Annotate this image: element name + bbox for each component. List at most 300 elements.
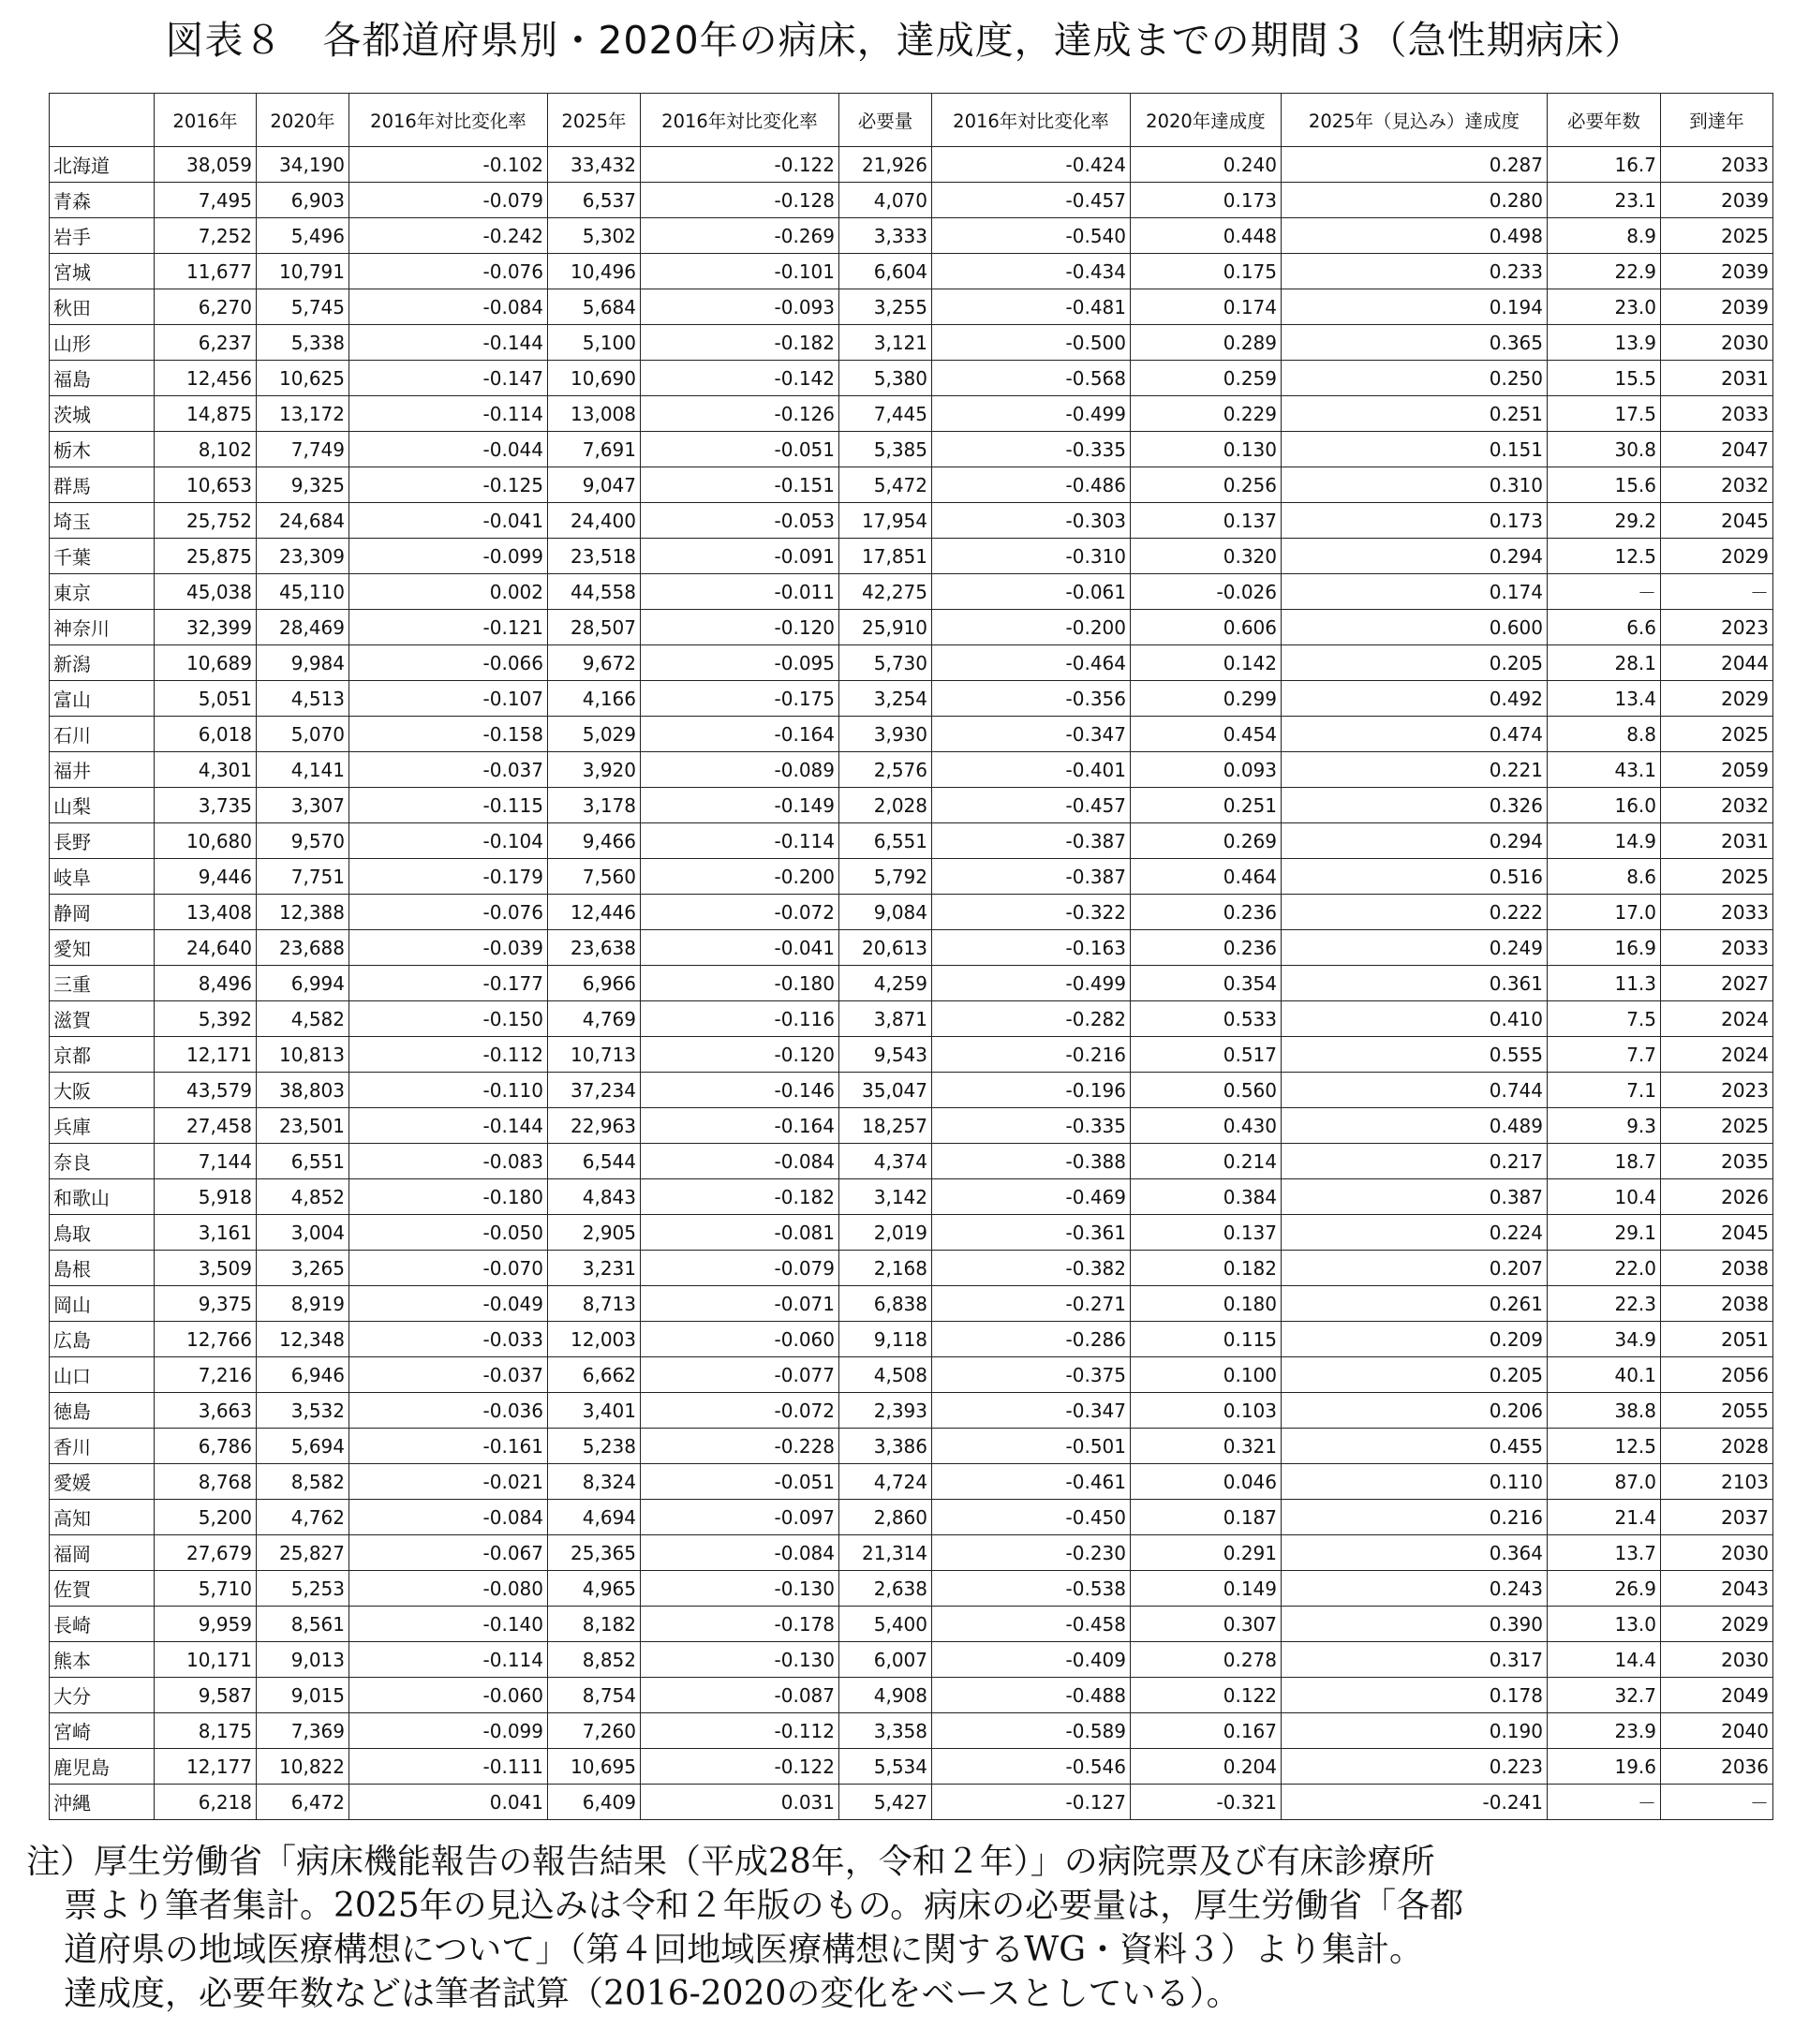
value-cell: 25,910 <box>839 610 932 645</box>
prefecture-cell: 福岡 <box>50 1535 155 1571</box>
value-cell: 23.0 <box>1548 289 1661 325</box>
value-cell: 2,905 <box>548 1215 641 1251</box>
value-cell: 2025 <box>1661 859 1773 895</box>
table-row <box>50 1322 1773 1357</box>
table-row <box>50 610 1773 645</box>
value-cell: -0.130 <box>641 1642 839 1678</box>
value-cell: 87.0 <box>1548 1464 1661 1500</box>
value-cell: -0.271 <box>932 1286 1131 1322</box>
value-cell: 0.384 <box>1131 1179 1282 1215</box>
value-cell: 7.7 <box>1548 1037 1661 1073</box>
value-cell: 5,392 <box>155 1001 257 1037</box>
value-cell: 3,871 <box>839 1001 932 1037</box>
value-cell: -0.116 <box>641 1001 839 1037</box>
value-cell: 0.455 <box>1282 1429 1548 1464</box>
table-row <box>50 1286 1773 1322</box>
value-cell: -0.151 <box>641 467 839 503</box>
value-cell: 10,689 <box>155 645 257 681</box>
value-cell: 10,171 <box>155 1642 257 1678</box>
value-cell: 3,004 <box>257 1215 349 1251</box>
value-cell: 0.291 <box>1131 1535 1282 1571</box>
value-cell: -0.182 <box>641 1179 839 1215</box>
prefecture-cell: 栃木 <box>50 432 155 467</box>
value-cell: 7.1 <box>1548 1073 1661 1108</box>
value-cell: 22.3 <box>1548 1286 1661 1322</box>
value-cell: 0.236 <box>1131 930 1282 966</box>
value-cell: 0.173 <box>1131 183 1282 218</box>
value-cell: 3,255 <box>839 289 932 325</box>
value-cell: -0.041 <box>349 503 548 539</box>
value-cell: 0.280 <box>1282 183 1548 218</box>
value-cell: 2030 <box>1661 1642 1773 1678</box>
value-cell: 0.174 <box>1131 289 1282 325</box>
value-cell: 5,200 <box>155 1500 257 1535</box>
value-cell: -0.488 <box>932 1678 1131 1713</box>
table-row <box>50 503 1773 539</box>
table-row <box>50 147 1773 183</box>
value-cell: 3,161 <box>155 1215 257 1251</box>
value-cell: 2029 <box>1661 539 1773 574</box>
value-cell: -0.230 <box>932 1535 1131 1571</box>
value-cell: -0.335 <box>932 432 1131 467</box>
value-cell: -0.077 <box>641 1357 839 1393</box>
value-cell: -0.387 <box>932 823 1131 859</box>
value-cell: 29.2 <box>1548 503 1661 539</box>
value-cell: 13.4 <box>1548 681 1661 717</box>
table-row <box>50 254 1773 289</box>
value-cell: 5,792 <box>839 859 932 895</box>
prefecture-cell: 北海道 <box>50 147 155 183</box>
value-cell: -0.303 <box>932 503 1131 539</box>
value-cell: 33,432 <box>548 147 641 183</box>
value-cell: -0.409 <box>932 1642 1131 1678</box>
value-cell: 8,324 <box>548 1464 641 1500</box>
value-cell: -0.310 <box>932 539 1131 574</box>
value-cell: -0.486 <box>932 467 1131 503</box>
value-cell: -0.457 <box>932 788 1131 823</box>
value-cell: -0.158 <box>349 717 548 752</box>
value-cell: 9,466 <box>548 823 641 859</box>
table-row <box>50 574 1773 610</box>
value-cell: 2059 <box>1661 752 1773 788</box>
value-cell: 0.289 <box>1131 325 1282 361</box>
value-cell: -0.164 <box>641 1108 839 1144</box>
value-cell: -0.464 <box>932 645 1131 681</box>
value-cell: 2023 <box>1661 1073 1773 1108</box>
table-row <box>50 1357 1773 1393</box>
value-cell: 9,015 <box>257 1678 349 1713</box>
prefecture-cell: 徳島 <box>50 1393 155 1429</box>
value-cell: 0.205 <box>1282 1357 1548 1393</box>
value-cell: -0.050 <box>349 1215 548 1251</box>
value-cell: -0.091 <box>641 539 839 574</box>
value-cell: -0.130 <box>641 1571 839 1607</box>
value-cell: 2,860 <box>839 1500 932 1535</box>
value-cell: 3,386 <box>839 1429 932 1464</box>
column-header <box>50 94 155 147</box>
value-cell: 9,672 <box>548 645 641 681</box>
table-row <box>50 788 1773 823</box>
value-cell: 7,445 <box>839 396 932 432</box>
column-header: 2016年対比変化率 <box>932 94 1131 147</box>
value-cell: 28,469 <box>257 610 349 645</box>
prefecture-cell: 長崎 <box>50 1607 155 1642</box>
value-cell: 6,218 <box>155 1785 257 1820</box>
value-cell: 0.216 <box>1282 1500 1548 1535</box>
value-cell: 9,118 <box>839 1322 932 1357</box>
value-cell: -0.361 <box>932 1215 1131 1251</box>
value-cell: 2033 <box>1661 147 1773 183</box>
value-cell: 0.474 <box>1282 717 1548 752</box>
value-cell: 4,301 <box>155 752 257 788</box>
value-cell: 0.600 <box>1282 610 1548 645</box>
value-cell: 10,680 <box>155 823 257 859</box>
prefecture-cell: 宮城 <box>50 254 155 289</box>
prefecture-cell: 宮崎 <box>50 1713 155 1749</box>
footnote-line: 達成度，必要年数などは筆者試算（2016-2020の変化をベースとしている）。 <box>64 1975 1240 2013</box>
value-cell: -0.099 <box>349 539 548 574</box>
value-cell: 4,694 <box>548 1500 641 1535</box>
value-cell: 2035 <box>1661 1144 1773 1179</box>
value-cell: 0.174 <box>1282 574 1548 610</box>
value-cell: 8,561 <box>257 1607 349 1642</box>
value-cell: 38,059 <box>155 147 257 183</box>
prefecture-cell: 山梨 <box>50 788 155 823</box>
value-cell: -0.457 <box>932 183 1131 218</box>
value-cell: -0.097 <box>641 1500 839 1535</box>
value-cell: 10,813 <box>257 1037 349 1073</box>
value-cell: 0.256 <box>1131 467 1282 503</box>
value-cell: -0.083 <box>349 1144 548 1179</box>
value-cell: 6,237 <box>155 325 257 361</box>
value-cell: 4,965 <box>548 1571 641 1607</box>
value-cell: -0.499 <box>932 396 1131 432</box>
value-cell: -0.081 <box>641 1215 839 1251</box>
prefecture-cell: 秋田 <box>50 289 155 325</box>
value-cell: 0.206 <box>1282 1393 1548 1429</box>
table-row <box>50 1713 1773 1749</box>
value-cell: 21,314 <box>839 1535 932 1571</box>
value-cell: 2045 <box>1661 503 1773 539</box>
table-row <box>50 1500 1773 1535</box>
value-cell: 10,822 <box>257 1749 349 1785</box>
value-cell: 0.387 <box>1282 1179 1548 1215</box>
prefecture-cell: 群馬 <box>50 467 155 503</box>
value-cell: -0.469 <box>932 1179 1131 1215</box>
value-cell: － <box>1548 574 1661 610</box>
table-header-row <box>50 94 1773 147</box>
prefecture-cell: 島根 <box>50 1251 155 1286</box>
value-cell: 9,959 <box>155 1607 257 1642</box>
value-cell: 12.5 <box>1548 1429 1661 1464</box>
value-cell: 6,544 <box>548 1144 641 1179</box>
value-cell: 7,691 <box>548 432 641 467</box>
value-cell: 5,684 <box>548 289 641 325</box>
value-cell: -0.144 <box>349 1108 548 1144</box>
value-cell: -0.164 <box>641 717 839 752</box>
value-cell: -0.387 <box>932 859 1131 895</box>
value-cell: 2032 <box>1661 467 1773 503</box>
value-cell: 21.4 <box>1548 1500 1661 1535</box>
value-cell: 4,374 <box>839 1144 932 1179</box>
value-cell: -0.079 <box>641 1251 839 1286</box>
value-cell: 0.178 <box>1282 1678 1548 1713</box>
value-cell: 2,393 <box>839 1393 932 1429</box>
value-cell: -0.115 <box>349 788 548 823</box>
value-cell: 4,908 <box>839 1678 932 1713</box>
footnote-line: 注）厚生労働省「病床機能報告の報告結果（平成28年，令和２年）」の病院票及び有床診療所 <box>26 1843 1435 1881</box>
value-cell: 22.9 <box>1548 254 1661 289</box>
value-cell: 2033 <box>1661 895 1773 930</box>
value-cell: 12,446 <box>548 895 641 930</box>
value-cell: 0.361 <box>1282 966 1548 1001</box>
value-cell: -0.335 <box>932 1108 1131 1144</box>
value-cell: 6,270 <box>155 289 257 325</box>
value-cell: 2039 <box>1661 254 1773 289</box>
value-cell: 27,679 <box>155 1535 257 1571</box>
value-cell: -0.179 <box>349 859 548 895</box>
value-cell: 0.744 <box>1282 1073 1548 1108</box>
value-cell: 9,325 <box>257 467 349 503</box>
value-cell: 27,458 <box>155 1108 257 1144</box>
prefecture-cell: 静岡 <box>50 895 155 930</box>
value-cell: 23,638 <box>548 930 641 966</box>
value-cell: -0.089 <box>641 752 839 788</box>
value-cell: 7,252 <box>155 218 257 254</box>
value-cell: 23,309 <box>257 539 349 574</box>
value-cell: 0.207 <box>1282 1251 1548 1286</box>
value-cell: -0.347 <box>932 1393 1131 1429</box>
value-cell: 0.209 <box>1282 1322 1548 1357</box>
value-cell: 0.492 <box>1282 681 1548 717</box>
table-row <box>50 1535 1773 1571</box>
value-cell: 0.187 <box>1131 1500 1282 1535</box>
value-cell: 32.7 <box>1548 1678 1661 1713</box>
value-cell: 7,144 <box>155 1144 257 1179</box>
value-cell: 12,766 <box>155 1322 257 1357</box>
value-cell: 3,178 <box>548 788 641 823</box>
value-cell: 6,946 <box>257 1357 349 1393</box>
value-cell: 0.175 <box>1131 254 1282 289</box>
value-cell: 2033 <box>1661 396 1773 432</box>
value-cell: -0.144 <box>349 325 548 361</box>
value-cell: 0.317 <box>1282 1642 1548 1678</box>
column-header: 2016年 <box>155 94 257 147</box>
value-cell: 32,399 <box>155 610 257 645</box>
value-cell: 5,496 <box>257 218 349 254</box>
value-cell: 3,920 <box>548 752 641 788</box>
table-row <box>50 432 1773 467</box>
value-cell: 5,710 <box>155 1571 257 1607</box>
value-cell: -0.041 <box>641 930 839 966</box>
value-cell: 17,851 <box>839 539 932 574</box>
value-cell: -0.036 <box>349 1393 548 1429</box>
value-cell: 5,730 <box>839 645 932 681</box>
prefecture-cell: 岡山 <box>50 1286 155 1322</box>
value-cell: -0.099 <box>349 1713 548 1749</box>
value-cell: 0.448 <box>1131 218 1282 254</box>
value-cell: 16.9 <box>1548 930 1661 966</box>
value-cell: 4,852 <box>257 1179 349 1215</box>
value-cell: 0.236 <box>1131 895 1282 930</box>
value-cell: 0.555 <box>1282 1037 1548 1073</box>
value-cell: 13.9 <box>1548 325 1661 361</box>
table-row <box>50 1393 1773 1429</box>
value-cell: 0.041 <box>349 1785 548 1820</box>
value-cell: -0.322 <box>932 895 1131 930</box>
value-cell: 5,380 <box>839 361 932 396</box>
value-cell: 5,472 <box>839 467 932 503</box>
value-cell: 4,070 <box>839 183 932 218</box>
value-cell: -0.200 <box>932 610 1131 645</box>
value-cell: 12,456 <box>155 361 257 396</box>
value-cell: -0.071 <box>641 1286 839 1322</box>
table-row <box>50 1749 1773 1785</box>
value-cell: -0.286 <box>932 1322 1131 1357</box>
value-cell: 2029 <box>1661 681 1773 717</box>
value-cell: -0.501 <box>932 1429 1131 1464</box>
value-cell: 0.489 <box>1282 1108 1548 1144</box>
value-cell: -0.021 <box>349 1464 548 1500</box>
value-cell: -0.026 <box>1131 574 1282 610</box>
value-cell: 3,532 <box>257 1393 349 1429</box>
value-cell: 0.137 <box>1131 1215 1282 1251</box>
value-cell: 2055 <box>1661 1393 1773 1429</box>
value-cell: -0.540 <box>932 218 1131 254</box>
value-cell: 11,677 <box>155 254 257 289</box>
value-cell: 23,688 <box>257 930 349 966</box>
value-cell: 0.517 <box>1131 1037 1282 1073</box>
value-cell: 14,875 <box>155 396 257 432</box>
prefecture-cell: 長野 <box>50 823 155 859</box>
table-row <box>50 218 1773 254</box>
value-cell: 0.606 <box>1131 610 1282 645</box>
table-row <box>50 1678 1773 1713</box>
value-cell: 0.249 <box>1282 930 1548 966</box>
value-cell: 0.137 <box>1131 503 1282 539</box>
prefecture-cell: 大分 <box>50 1678 155 1713</box>
value-cell: 7,751 <box>257 859 349 895</box>
value-cell: 15.5 <box>1548 361 1661 396</box>
prefecture-cell: 佐賀 <box>50 1571 155 1607</box>
value-cell: 0.182 <box>1131 1251 1282 1286</box>
value-cell: -0.125 <box>349 467 548 503</box>
value-cell: -0.177 <box>349 966 548 1001</box>
value-cell: 10,625 <box>257 361 349 396</box>
value-cell: 0.251 <box>1131 788 1282 823</box>
value-cell: 12,177 <box>155 1749 257 1785</box>
prefecture-cell: 兵庫 <box>50 1108 155 1144</box>
value-cell: 0.149 <box>1131 1571 1282 1607</box>
value-cell: 5,427 <box>839 1785 932 1820</box>
value-cell: 3,358 <box>839 1713 932 1749</box>
value-cell: 0.031 <box>641 1785 839 1820</box>
value-cell: 17.0 <box>1548 895 1661 930</box>
value-cell: 0.307 <box>1131 1607 1282 1642</box>
value-cell: 2033 <box>1661 930 1773 966</box>
prefecture-cell: 京都 <box>50 1037 155 1073</box>
value-cell: -0.126 <box>641 396 839 432</box>
value-cell: 6,786 <box>155 1429 257 1464</box>
value-cell: -0.112 <box>349 1037 548 1073</box>
value-cell: -0.388 <box>932 1144 1131 1179</box>
value-cell: -0.076 <box>349 895 548 930</box>
prefecture-cell: 奈良 <box>50 1144 155 1179</box>
value-cell: 7,560 <box>548 859 641 895</box>
table-row <box>50 396 1773 432</box>
value-cell: 2047 <box>1661 432 1773 467</box>
value-cell: 25,827 <box>257 1535 349 1571</box>
value-cell: 45,110 <box>257 574 349 610</box>
table-row <box>50 1251 1773 1286</box>
value-cell: -0.037 <box>349 752 548 788</box>
table-row <box>50 1144 1773 1179</box>
prefecture-cell: 千葉 <box>50 539 155 574</box>
value-cell: 43,579 <box>155 1073 257 1108</box>
prefecture-cell: 福島 <box>50 361 155 396</box>
value-cell: 0.326 <box>1282 788 1548 823</box>
value-cell: 28.1 <box>1548 645 1661 681</box>
value-cell: 2,168 <box>839 1251 932 1286</box>
value-cell: 4,259 <box>839 966 932 1001</box>
prefecture-cell: 滋賀 <box>50 1001 155 1037</box>
value-cell: 2025 <box>1661 717 1773 752</box>
value-cell: 21,926 <box>839 147 932 183</box>
value-cell: -0.011 <box>641 574 839 610</box>
value-cell: -0.241 <box>1282 1785 1548 1820</box>
value-cell: 7,369 <box>257 1713 349 1749</box>
value-cell: 34.9 <box>1548 1322 1661 1357</box>
value-cell: 2030 <box>1661 1535 1773 1571</box>
prefecture-cell: 和歌山 <box>50 1179 155 1215</box>
value-cell: -0.120 <box>641 610 839 645</box>
value-cell: -0.072 <box>641 895 839 930</box>
value-cell: 6,018 <box>155 717 257 752</box>
value-cell: 0.217 <box>1282 1144 1548 1179</box>
table-row <box>50 1001 1773 1037</box>
table-row <box>50 289 1773 325</box>
value-cell: -0.067 <box>349 1535 548 1571</box>
table-row <box>50 1785 1773 1820</box>
value-cell: 24,684 <box>257 503 349 539</box>
value-cell: -0.121 <box>349 610 548 645</box>
value-cell: -0.458 <box>932 1607 1131 1642</box>
value-cell: 4,508 <box>839 1357 932 1393</box>
value-cell: -0.084 <box>641 1535 839 1571</box>
column-header: 2020年達成度 <box>1131 94 1282 147</box>
value-cell: 0.122 <box>1131 1678 1282 1713</box>
value-cell: 13,408 <box>155 895 257 930</box>
value-cell: -0.122 <box>641 147 839 183</box>
value-cell: -0.196 <box>932 1073 1131 1108</box>
value-cell: 5,302 <box>548 218 641 254</box>
value-cell: 2056 <box>1661 1357 1773 1393</box>
value-cell: 2025 <box>1661 1108 1773 1144</box>
value-cell: 0.205 <box>1282 645 1548 681</box>
value-cell: 0.259 <box>1131 361 1282 396</box>
value-cell: 34,190 <box>257 147 349 183</box>
value-cell: 2051 <box>1661 1322 1773 1357</box>
value-cell: 2043 <box>1661 1571 1773 1607</box>
value-cell: 0.321 <box>1131 1429 1282 1464</box>
figure-title: 図表８ 各都道府県別・2020年の病床，達成度，達成までの期間３（急性期病床） <box>165 18 1644 63</box>
value-cell: -0.321 <box>1131 1785 1282 1820</box>
value-cell: 17.5 <box>1548 396 1661 432</box>
value-cell: 23.9 <box>1548 1713 1661 1749</box>
value-cell: 6,409 <box>548 1785 641 1820</box>
table-row <box>50 1607 1773 1642</box>
value-cell: 8.8 <box>1548 717 1661 752</box>
